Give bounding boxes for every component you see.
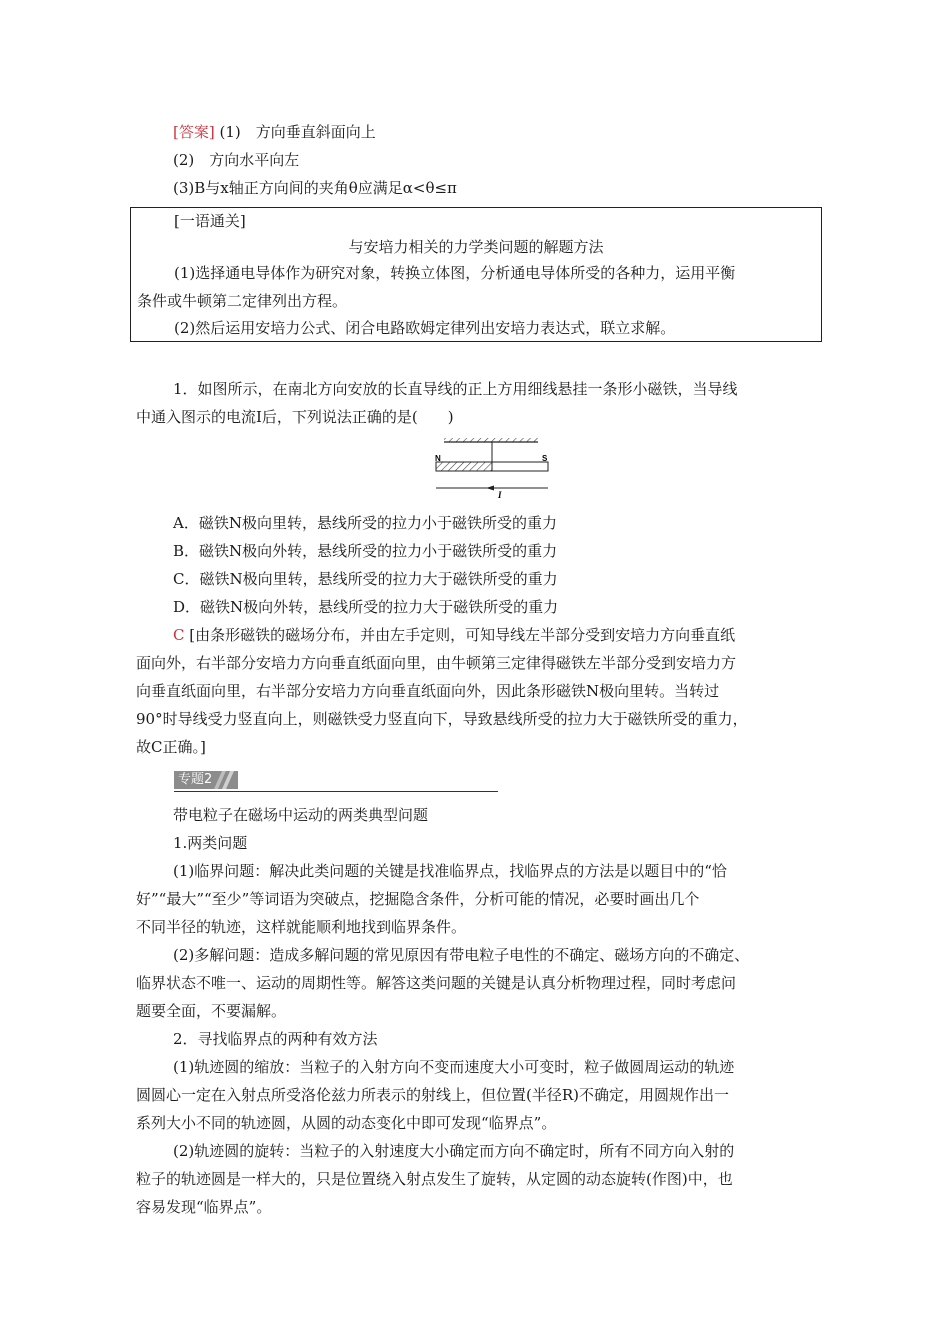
p2-line-1: (2)多解问题：造成多解问题的常见原因有带电粒子电性的不确定、磁场方向的不确定、 [173,946,750,964]
magnet-wire-figure [430,432,555,500]
p1-line-3: 不同半径的轨迹，这样就能顺利地找到临界条件。 [136,918,467,936]
answer-line-3: (3)B与x轴正方向间的夹角θ应满足α<θ≤π [173,179,457,197]
p2-line-3: 题要全面，不要漏解。 [136,1002,287,1020]
topic-title: 带电粒子在磁场中运动的两类典型问题 [173,806,429,824]
summary-title: 与安培力相关的力学类问题的解题方法 [348,238,604,256]
summary-item-2: (2)然后运用安培力公式、闭合电路欧姆定律列出安培力表达式，联立求解。 [174,319,676,337]
summary-box [130,207,822,342]
label-i: I [498,490,502,500]
heading-1: 1.两类问题 [173,834,248,852]
label-s: S [542,454,548,463]
option-d: D．磁铁N极向外转，悬线所受的拉力大于磁铁所受的重力 [173,598,559,616]
explain-line-4: 90°时导线受力竖直向上，则磁铁受力竖直向下，导致悬线所受的拉力大于磁铁所受的重力， [136,710,748,728]
p1-line-2: 好”“最大”“至少”等词语为突破点，挖掘隐含条件，分析可能的情况，必要时画出几个 [136,890,700,908]
p4-line-3: 容易发现“临界点”。 [136,1198,272,1216]
summary-item-1a: (1)选择通电导体作为研究对象，转换立体图，分析通电导体所受的各种力，运用平衡 [174,264,736,282]
summary-tag: [一语通关] [174,212,246,230]
p4-line-2: 粒子的轨迹圆是一样大的，只是位置绕入射点发生了旋转，从定圆的动态旋转(作图)中，也 [136,1170,733,1188]
explain-line-2: 面向外，右半部分安培力方向垂直纸面向里，由牛顿第三定律得磁铁左半部分受到安培力方 [136,654,737,672]
summary-item-1b: 条件或牛顿第二定律列出方程。 [137,292,348,310]
option-b: B．磁铁N极向外转，悬线所受的拉力小于磁铁所受的重力 [173,542,558,560]
answer-letter: C [173,626,185,644]
topic-rule [174,791,498,792]
ceiling-support [444,438,538,442]
p1-line-1: (1)临界问题：解决此类问题的关键是找准临界点，找临界点的方法是以题目中的“恰 [173,862,727,880]
answer-line-2: (2) 方向水平向左 [173,151,300,169]
option-a: A．磁铁N极向里转，悬线所受的拉力小于磁铁所受的重力 [173,514,557,532]
explain-text-1: [由条形磁铁的磁场分布，并由左手定则，可知导线左半部分受到安培力方向垂直纸 [189,626,736,644]
p2-line-2: 临界状态不唯一、运动的周期性等。解答这类问题的关键是认真分析物理过程，同时考虑问 [136,974,737,992]
question-stem-b: 中通入图示的电流I后，下列说法正确的是( ) [136,408,454,426]
p3-line-2: 圆圆心一定在入射点所受洛伦兹力所表示的射线上，但位置(半径R)不确定，用圆规作出一 [136,1086,730,1104]
answer-tag: [答案] [173,123,215,141]
tag-stripes-icon [212,771,238,789]
explain-line-5: 故C正确。] [136,738,206,756]
option-c: C．磁铁N极向里转，悬线所受的拉力大于磁铁所受的重力 [173,570,558,588]
magnet-north-half [436,462,492,471]
explain-line-1 [173,624,735,646]
answer-part-1: (1) 方向垂直斜面向上 [219,123,376,141]
explain-line-3: 向垂直纸面向里，右半部分安培力方向垂直纸面向外，因此条形磁铁N极向里转。当转过 [136,682,720,700]
current-arrow [486,486,494,491]
topic-tag: 专题2 [174,771,238,789]
label-n: N [435,454,441,463]
p3-line-1: (1)轨迹圆的缩放：当粒子的入射方向不变而速度大小可变时，粒子做圆周运动的轨迹 [173,1058,735,1076]
question-stem-a: 1．如图所示，在南北方向安放的长直导线的正上方用细线悬挂一条形小磁铁，当导线 [173,380,738,398]
magnet-south-half [492,462,548,471]
heading-2: 2．寻找临界点的两种有效方法 [173,1030,378,1048]
answer-line-1 [173,121,376,143]
p4-line-1: (2)轨迹圆的旋转：当粒子的入射速度大小确定而方向不确定时，所有不同方向入射的 [173,1142,735,1160]
p3-line-3: 系列大小不同的轨迹圆，从圆的动态变化中即可发现“临界点”。 [136,1114,557,1132]
